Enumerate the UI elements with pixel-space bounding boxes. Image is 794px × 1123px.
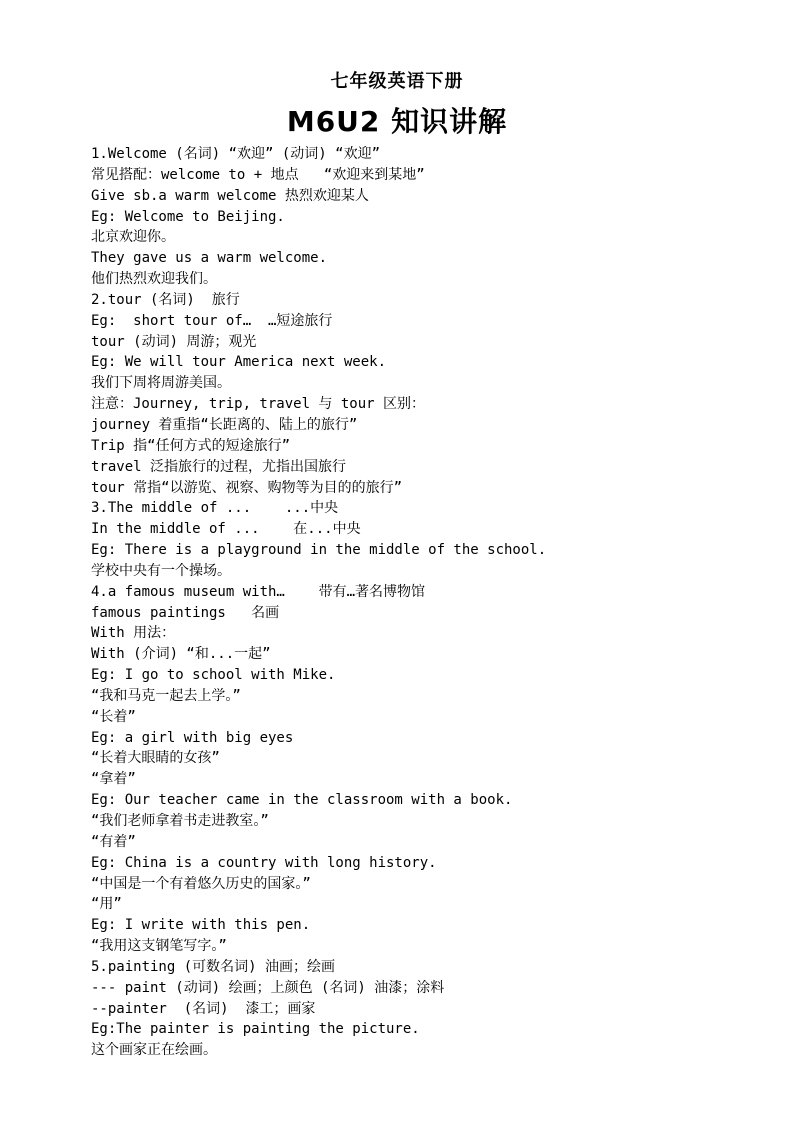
text-line: Trip 指“任何方式的短途旅行” [91, 437, 291, 454]
text-line: 3.The middle of ... ...中央 [91, 500, 339, 517]
text-line: 2.tour (名词) 旅行 [91, 291, 240, 308]
document-body [91, 144, 771, 1061]
text-line: travel 泛指旅行的过程，尤指出国旅行 [91, 458, 347, 475]
text-line: “长着大眼睛的女孩” [91, 750, 220, 767]
text-line: 5.painting (可数名词) 油画；绘画 [91, 958, 336, 975]
text-line: 我们下周将周游美国。 [91, 375, 231, 392]
text-line: “我们老师拿着书走进教室。” [91, 813, 269, 829]
text-line: In the middle of ... 在...中央 [91, 521, 361, 538]
text-line: tour 常指“以游览、视察、购物等为目的的旅行” [91, 479, 402, 496]
text-line: --painter (名词) 漆工；画家 [91, 1000, 316, 1017]
text-line: 1.Welcome (名词) “欢迎” (动词) “欢迎” [91, 146, 381, 162]
text-line: --- paint (动词) 绘画；上颜色 (名词) 油漆；涂料 [91, 979, 445, 996]
text-line: “用” [91, 896, 122, 913]
text-line: With 用法： [91, 625, 176, 642]
text-line: 4.a famous museum with… 带有…著名博物馆 [91, 583, 426, 600]
text-line: “拿着” [91, 771, 136, 788]
text-line: 常见搭配：welcome to + 地点 “欢迎来到某地” [91, 166, 425, 183]
text-line: With (介词) “和...一起” [91, 646, 271, 663]
text-line: 学校中央有一个操场。 [91, 562, 231, 579]
text-line: Eg: There is a playground in the middle of the school. [91, 542, 547, 559]
text-line: Eg: a girl with big eyes [91, 729, 294, 746]
text-line: Eg: I write with this pen. [91, 917, 311, 934]
text-line: They gave us a warm welcome. [91, 250, 328, 267]
text-line: “我用这支钢笔写字。” [91, 938, 227, 955]
text-line: famous paintings 名画 [91, 604, 280, 621]
text-line: “中国是一个有着悠久历史的国家。” [91, 875, 311, 892]
text-line: 注意：Journey, trip, travel 与 tour 区别： [91, 396, 426, 413]
text-line: Eg:The painter is painting the picture. [91, 1021, 420, 1038]
text-line: journey 着重指“长距离的、陆上的旅行” [91, 416, 358, 433]
text-line: Eg: China is a country with long history. [91, 854, 437, 871]
text-line: 他们热烈欢迎我们。 [91, 271, 217, 288]
text-line: “长着” [91, 708, 136, 725]
text-line: 北京欢迎你。 [91, 229, 175, 246]
document-title: M6U2 知识讲解 [286, 105, 508, 138]
text-line: tour (动词) 周游；观光 [91, 333, 257, 350]
text-line: 这个画家正在绘画。 [91, 1042, 217, 1059]
text-line: Give sb.a warm welcome 热烈欢迎某人 [91, 187, 369, 204]
text-line: Eg: short tour of… …短途旅行 [91, 312, 333, 329]
text-line: Eg: I go to school with Mike. [91, 667, 336, 684]
text-line: Eg: Our teacher came in the classroom with a book. [91, 792, 513, 809]
document-subtitle: 七年级英语下册 [330, 71, 464, 92]
text-line: Eg: Welcome to Beijing. [91, 208, 285, 225]
text-line: Eg: We will tour America next week. [91, 354, 387, 371]
text-line: “我和马克一起去上学。” [91, 687, 241, 704]
text-line: “有着” [91, 833, 136, 850]
